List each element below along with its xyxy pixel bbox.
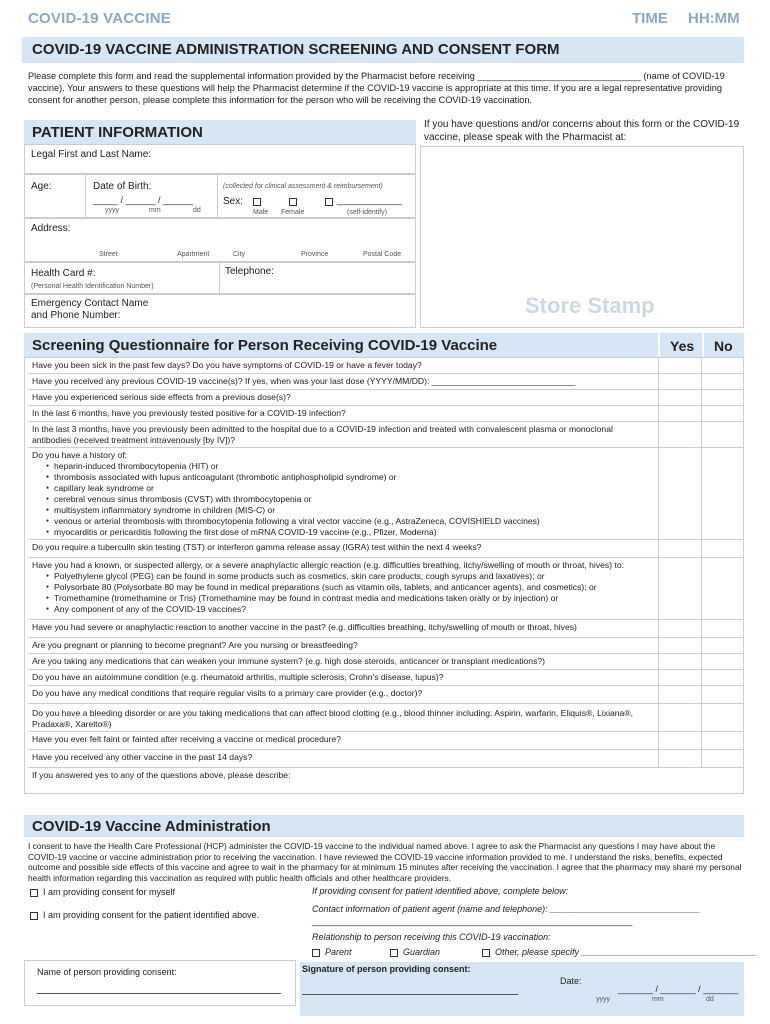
- answer-yes-cell[interactable]: [658, 732, 701, 750]
- self-identify-field[interactable]: _____________: [337, 195, 403, 205]
- divider: [217, 175, 218, 219]
- guardian-label: Guardian: [403, 947, 441, 957]
- agent-contact-field[interactable]: Contact information of patient agent (name and telephone): ______________________________: [312, 904, 701, 914]
- history-item: ● capillary leak syndrome or: [44, 483, 654, 494]
- question-immune-meds: Are you taking any medications that can weaken your immune system? (e.g. high dose steroids, anticancer or transplant medications?): [28, 654, 658, 670]
- male-label: Male: [253, 209, 269, 216]
- province-label: Province: [301, 251, 329, 258]
- question-tst-igra: Do you require a tuberculin skin testing (TST) or interferon gamma release assay (IGRA) test within the next 4 weeks?: [28, 540, 658, 558]
- pharmacist-note: If you have questions and/or concerns about this form or the COVID-19 vaccine, please speak with the Pharmacist at:: [424, 119, 740, 143]
- history-list: [44, 461, 654, 538]
- health-card-label: Health Card #:: [31, 268, 96, 279]
- sex-self-checkbox[interactable]: [325, 198, 333, 206]
- history-intro: Do you have a history of:: [32, 450, 128, 460]
- date-yyyy: yyyy: [596, 996, 610, 1003]
- yes-column-header: Yes: [660, 333, 702, 357]
- sex-male-checkbox[interactable]: [253, 198, 261, 206]
- dob-field[interactable]: _____ / ______ / ______: [93, 195, 194, 205]
- date-field[interactable]: _______ / _______ / _______: [618, 984, 739, 994]
- legal-name-field[interactable]: [24, 144, 416, 174]
- signature-line: [302, 994, 518, 995]
- answer-yes-cell[interactable]: [658, 558, 701, 620]
- female-label: Female: [281, 209, 305, 216]
- answer-no-cell[interactable]: [701, 732, 744, 750]
- question-hospital: In the last 3 months, have you previously been admitted to the hospital due to a COVID-19 infection and treated with convalescent plasma or monoclonal antibodies (received treatment intravenously [by IV])?: [28, 422, 658, 448]
- age-dob-sex-row: [24, 174, 416, 218]
- answer-no-cell[interactable]: [701, 357, 744, 374]
- consent-patient-option[interactable]: [30, 910, 259, 920]
- sex-label: Sex:: [223, 196, 244, 207]
- history-item: ● thrombosis associated with lupus anticoagulant (thrombotic antiphospholipid syndrome) or: [44, 472, 654, 483]
- intro-part1: Please complete this form and read the supplemental information provided by the Pharmacist before receiving: [28, 71, 475, 81]
- consent-myself-checkbox[interactable]: [30, 889, 38, 897]
- relationship-other-option[interactable]: [482, 947, 757, 957]
- answer-yes-cell[interactable]: [658, 620, 701, 638]
- answer-yes-cell[interactable]: [658, 357, 701, 374]
- divider: [85, 175, 86, 219]
- intro-text: [28, 70, 744, 107]
- answer-yes-cell[interactable]: [658, 448, 701, 540]
- allergy-intro: Have you had a known, or suspected allergy, or a severe anaphylactic allergic reaction (e.g. difficulties breathing, itchy/swelling of mouth or throat, hives) to:: [32, 560, 625, 570]
- history-item: ● multisystem inflammatory syndrome in children (MIS-C) or: [44, 505, 654, 516]
- answer-no-cell[interactable]: [701, 654, 744, 670]
- doc-label: COVID-19 VACCINE: [28, 10, 171, 27]
- legal-name-label: Legal First and Last Name:: [31, 149, 152, 160]
- date-mm: mm: [652, 996, 664, 1003]
- answer-no-cell[interactable]: [701, 670, 744, 686]
- time-label: TIME: [632, 10, 668, 27]
- health-card-row: [24, 262, 416, 294]
- sex-female-checkbox[interactable]: [289, 198, 297, 206]
- telephone-label: Telephone:: [225, 266, 274, 277]
- apartment-label: Apartment: [177, 251, 210, 258]
- answer-yes-cell[interactable]: [658, 704, 701, 732]
- emergency-contact-field[interactable]: [24, 294, 416, 328]
- signature-area[interactable]: [300, 962, 744, 1016]
- date-dd: dd: [706, 996, 714, 1003]
- consent-patient-checkbox[interactable]: [30, 912, 38, 920]
- answer-yes-cell[interactable]: [658, 654, 701, 670]
- answer-no-cell[interactable]: [701, 558, 744, 620]
- age-label: Age:: [31, 181, 52, 192]
- allergy-item: ● Polyethylene glycol (PEG) can be found in some products such as cosmetics, skin care products, cough syrups and laxatives); or: [44, 571, 654, 582]
- dob-label: Date of Birth:: [93, 181, 152, 192]
- relationship-guardian-option[interactable]: [390, 947, 440, 957]
- agent-instructions: If providing consent for patient identified above, complete below:: [312, 886, 569, 896]
- date-label: Date:: [560, 976, 582, 986]
- patient-info-heading: PATIENT INFORMATION: [24, 120, 416, 144]
- question-bleeding: Do you have a bleeding disorder or are you taking medications that can affect blood clotting (e.g., blood thinner including: Aspirin, warfarin, Eliquis®, Lixiana®, Pradaxa®, Xarelto®): [28, 704, 658, 732]
- signature-label: Signature of person providing consent:: [302, 964, 471, 974]
- consent-myself-option[interactable]: [30, 887, 175, 897]
- answer-no-cell[interactable]: [701, 390, 744, 406]
- other-checkbox[interactable]: [482, 949, 490, 957]
- question-fainted: Have you ever felt faint or fainted after receiving a vaccine or medical procedure?: [28, 732, 658, 750]
- form-title: COVID-19 VACCINE ADMINISTRATION SCREENING AND CONSENT FORM: [22, 37, 744, 63]
- no-column-header: No: [704, 333, 744, 357]
- administration-heading: COVID-19 Vaccine Administration: [24, 815, 744, 837]
- answer-yes-cell[interactable]: [658, 374, 701, 390]
- question-autoimmune: Do you have an autoimmune condition (e.g. rheumatoid arthritis, multiple sclerosis, Crohn's disease, lupus)?: [28, 670, 658, 686]
- guardian-checkbox[interactable]: [390, 949, 398, 957]
- answer-no-cell[interactable]: [701, 750, 744, 768]
- answer-no-cell[interactable]: [701, 620, 744, 638]
- agent-contact-line2[interactable]: ________________________________________________________________: [312, 916, 633, 926]
- answer-no-cell[interactable]: [701, 686, 744, 704]
- answer-no-cell[interactable]: [701, 448, 744, 540]
- question-vaccine-reaction: Have you had severe or anaphylactic reaction to another vaccine in the past? (e.g. difficulties breathing, itchy/swelling of mouth or throat, hives): [28, 620, 658, 638]
- question-other-vaccine: Have you received any other vaccine in the past 14 days?: [28, 750, 658, 768]
- allergy-item: ● Polysorbate 80 (Polysorbate 80 may be found in medical preparations (such as vitamin oils, tablets, and anticancer agents), and cosmetics); or: [44, 582, 654, 593]
- parent-label: Parent: [325, 947, 352, 957]
- other-label: Other, please specify ___________________________________: [495, 947, 757, 957]
- question-side-effects: Have you experienced serious side effects from a previous dose(s)?: [28, 390, 658, 406]
- answer-no-cell[interactable]: [701, 422, 744, 448]
- answer-no-cell[interactable]: [701, 374, 744, 390]
- answer-yes-cell[interactable]: [658, 670, 701, 686]
- address-label: Address:: [31, 223, 71, 234]
- answer-no-cell[interactable]: [701, 406, 744, 422]
- answer-no-cell[interactable]: [701, 638, 744, 654]
- question-sick: Have you been sick in the past few days? Do you have symptoms of COVID-19 or have a fever today?: [28, 358, 658, 374]
- consent-name-line: [37, 993, 281, 994]
- parent-checkbox[interactable]: [312, 949, 320, 957]
- question-allergy: [28, 558, 658, 620]
- allergy-item: ● Tromethamine (tromethamine or Tris) (Tromethamine may be found in contrast media and medications taken orally or by injection) or: [44, 593, 654, 604]
- street-label: Street: [99, 251, 118, 258]
- dob-yyyy: yyyy: [105, 207, 119, 214]
- consent-myself-label: I am providing consent for myself: [43, 887, 176, 897]
- answer-yes-cell[interactable]: [658, 638, 701, 654]
- consent-name-field[interactable]: [24, 960, 296, 1006]
- clinical-note: (collected for clinical assessment & reimbursement): [223, 183, 383, 190]
- consent-name-label: Name of person providing consent:: [37, 967, 177, 977]
- consent-text: I consent to have the Health Care Professional (HCP) administer the COVID-19 vaccine to the individual named above. I agree to ask the Pharmacist any questions I may have about the COVID-19 vaccine or vaccine administration prior to receiving the vaccination. I have reviewed the COVID-19 vaccine information provided to me. I understand the risks, benefits, expected outcome and possible side effects of this vaccine and agree to wait in the pharmacy for at minimum 15 minutes after receiving the vaccination. I agree that the pharmacy may share my personal health information regarding this vaccination as required with public health officials and other healthcare providers.: [28, 841, 742, 883]
- postal-label: Postal Code: [363, 251, 402, 258]
- consent-patient-label: I am providing consent for the patient identified above.: [43, 910, 260, 920]
- dob-dd: dd: [193, 207, 201, 214]
- history-item: ● myocarditis or pericarditis following the first dose of mRNA COVID-19 vaccine (e.g., Pfizer, Moderna): [44, 527, 654, 538]
- screening-heading: Screening Questionnaire for Person Receiving COVID-19 Vaccine: [24, 333, 658, 357]
- relationship-label: Relationship to person receiving this COVID-19 vaccination:: [312, 932, 551, 942]
- address-field[interactable]: [24, 218, 416, 262]
- time-value: HH:MM: [688, 10, 740, 27]
- allergy-list: [44, 571, 654, 615]
- city-label: City: [233, 251, 246, 258]
- vaccine-name-blank[interactable]: ________________________________: [477, 71, 641, 81]
- self-identify-label: (self-identify): [347, 209, 388, 216]
- history-item: ● cerebral venous sinus thrombosis (CVST) with thrombocytopenia or: [44, 494, 654, 505]
- phin-label: (Personal Health Identification Number): [31, 283, 154, 290]
- answer-no-cell[interactable]: [701, 704, 744, 732]
- answer-yes-cell[interactable]: [658, 540, 701, 558]
- history-item: ● heparin-induced thrombocytopenia (HIT) or: [44, 461, 654, 472]
- answer-yes-cell[interactable]: [658, 406, 701, 422]
- question-previous-dose: Have you received any previous COVID-19 vaccine(s)? If yes, when was your last dose (YYYY/MM/DD): ______________________________: [28, 374, 658, 390]
- allergy-item: ● Any component of any of the COVID-19 vaccines?: [44, 604, 654, 615]
- answer-yes-cell[interactable]: [658, 390, 701, 406]
- answer-no-cell[interactable]: [701, 540, 744, 558]
- intro-part2: (name of COVID-19 vaccine). Your answers to these questions will help the Pharmacist determine if the COVID-19 vaccine is appropriate at this time. If you are a legal representative providing consent for another person, please complete this information for the person who will be receiving the COVID-19 vaccination.: [28, 71, 725, 106]
- question-history: [28, 448, 658, 540]
- dob-mm: mm: [149, 207, 161, 214]
- store-stamp-box: [420, 146, 744, 328]
- question-medical-conditions: Do you have any medical conditions that require regular visits to a primary care provider (e.g., doctor)?: [28, 686, 658, 704]
- history-item: ● venous or arterial thrombosis with thrombocytopenia following a viral vector vaccine (e.g., AstraZeneca, COVISHIELD vaccines): [44, 516, 654, 527]
- question-tested-positive: In the last 6 months, have you previously tested positive for a COVID-19 infection?: [28, 406, 658, 422]
- relationship-parent-option[interactable]: [312, 947, 352, 957]
- question-describe[interactable]: If you answered yes to any of the questions above, please describe:: [32, 770, 291, 780]
- emergency-label: Emergency Contact Name and Phone Number:: [31, 298, 149, 321]
- answer-yes-cell[interactable]: [658, 422, 701, 448]
- answer-yes-cell[interactable]: [658, 686, 701, 704]
- store-stamp-label: Store Stamp: [525, 293, 655, 318]
- answer-yes-cell[interactable]: [658, 750, 701, 768]
- question-pregnant: Are you pregnant or planning to become pregnant? Are you nursing or breastfeeding?: [28, 638, 658, 654]
